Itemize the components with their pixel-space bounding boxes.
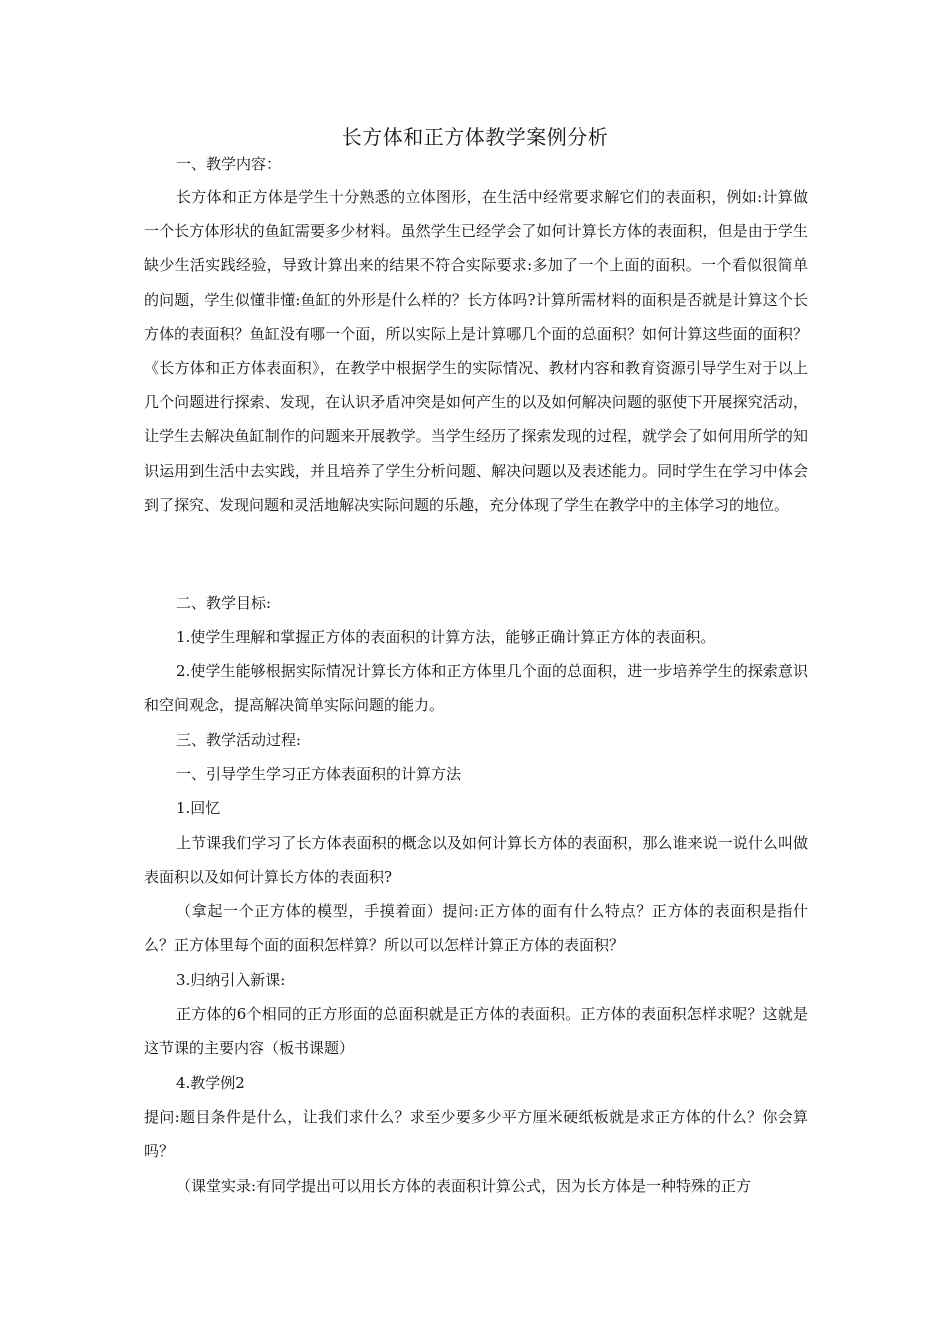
section-heading-process: 三、教学活动过程: xyxy=(176,731,302,749)
subsection-heading: 一、引导学生学习正方体表面积的计算方法 xyxy=(176,765,462,783)
goal-item-2: 2.使学生能够根据实际情况计算长方体和正方体里几个面的总面积，进一步培养学生的探索意识和空间观念，提高解决简单实际问题的能力。 xyxy=(144,662,808,715)
goal-item-1: 1.使学生理解和掌握正方体的表面积的计算方法，能够正确计算正方体的表面积。 xyxy=(176,628,716,646)
body-paragraph-example: 提问:题目条件是什么，让我们求什么？求至少要多少平方厘米硬纸板就是求正方体的什么？你会算吗？ xyxy=(144,1108,808,1161)
body-paragraph-record: （课堂实录:有同学提出可以用长方体的表面积计算公式，因为长方体是一种特殊的正方 xyxy=(176,1177,752,1195)
body-paragraph-review: 上节课我们学习了长方体表面积的概念以及如何计算长方体的表面积，那么谁来说一说什么叫做表面积以及如何计算长方体的表面积? xyxy=(144,834,808,887)
document-title: 长方体和正方体教学案例分析 xyxy=(341,125,609,149)
body-paragraph-question: （拿起一个正方体的模型，手摸着面）提问:正方体的面有什么特点？正方体的表面积是指什么？正方体里每个面的面积怎样算？所以可以怎样计算正方体的表面积？ xyxy=(144,902,808,955)
body-paragraph-content: 长方体和正方体是学生十分熟悉的立体图形，在生活中经常要求解它们的表面积，例如:计算做一个长方体形状的鱼缸需要多少材料。虽然学生已经学会了如何计算长方体的表面积，但是由于学生缺少生活实践经验，导致计算出来的结果不符合实际要求:多加了一个上面的面积。一个看似很简单的问题，学生似懂非懂:鱼缸的外形是什么样的？长方体吗?计算所需材料的面积是否就是计算这个长方体的表面积？鱼缸没有哪一个面，所以实际上是计算哪几个面的总面积？如何计算这些面的面积？《长方体和正方体表面积》，在教学中根据学生的实际情况、教材内容和教育资源引导学生对于以上几个问题进行探索、发现，在认识矛盾冲突是如何产生的以及如何解决问题的驱使下开展探究活动，让学生去解决鱼缸制作的问题来开展教学。当学生经历了探索发现的过程，就学会了如何用所学的知识运用到生活中去实践，并且培养了学生分析问题、解决问题以及表述能力。同时学生在学习中体会到了探究、发现问题和灵活地解决实际问题的乐趣，充分体现了学生在教学中的主体学习的地位。 xyxy=(144,188,808,514)
section-heading-goals: 二、教学目标: xyxy=(176,594,272,612)
step-heading-summary: 3.归纳引入新课: xyxy=(176,971,286,989)
section-heading-content: 一、教学内容： xyxy=(176,155,282,173)
body-paragraph-summary: 正方体的6个相同的正方形面的总面积就是正方体的表面积。正方体的表面积怎样求呢？这就是这节课的主要内容（板书课题） xyxy=(144,1005,808,1058)
step-heading-review: 1.回忆 xyxy=(176,799,221,817)
step-heading-example: 4.教学例2 xyxy=(176,1074,245,1092)
